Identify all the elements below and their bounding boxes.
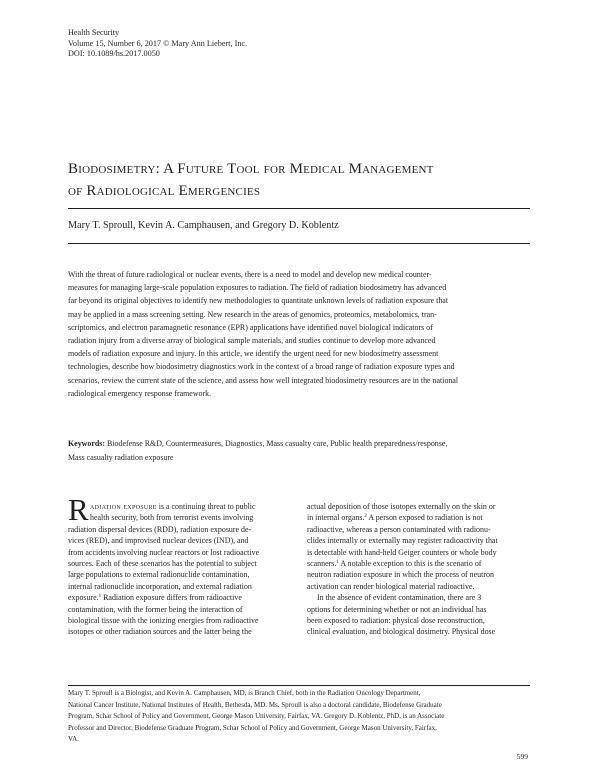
body-line: actual deposition of those isotopes externally on the skin or [307, 502, 496, 511]
body-line: contamination, with the former being the interaction of [68, 604, 243, 614]
citation-superscript: 1 [98, 594, 102, 600]
abstract [68, 268, 530, 400]
body-line: from accidents involving nuclear reactors or lost radioactive [68, 547, 260, 557]
text-span: A person exposed to radiation is not [366, 513, 483, 523]
body-line: internal radionuclide incorporation, and external radiation [68, 581, 252, 591]
text-span: scanners. [307, 559, 337, 569]
body-line [307, 512, 529, 523]
body-line: radiation dispersal devices (RDD), radiation exposure de- [68, 524, 252, 534]
article-title [68, 158, 538, 202]
keywords-label: Keywords: [68, 439, 106, 448]
body-column-right [307, 501, 529, 638]
body-line: activation can render biological material radioactive. [307, 581, 475, 591]
text-span: exposure. [68, 593, 99, 603]
footnote-rule [68, 685, 530, 686]
lead-rest: is a continuing threat to public [156, 502, 256, 511]
title-line: Biodosimetry: A Future Tool for Medical Management [68, 161, 434, 177]
footnote-line: Professor and Director, Biodefense Graduate Program, Schar School of Policy and Government, George Mason University, Fairfax, [68, 723, 437, 732]
author-rule [68, 243, 530, 244]
citation-superscript: 2 [364, 514, 367, 520]
abstract-line: far beyond its original objectives to identify new methodologies to quantitate unknown levels of radiation exposure that [68, 296, 449, 306]
text-span: in internal organs. [307, 513, 365, 523]
abstract-line: With the threat of future radiological or nuclear events, there is a need to model and develop new medical counter- [68, 270, 432, 279]
abstract-line: radiological emergency response framework. [68, 388, 212, 398]
body-line: radioactive, whereas a person contaminated with radionu- [307, 524, 491, 534]
body-line [68, 501, 290, 512]
keywords-line: Mass casualty radiation exposure [68, 452, 174, 462]
abstract-line: scenarios, review the current state of the science, and assess how well integrated biodosimetry resources are in the national [68, 375, 459, 385]
author-footnote [68, 688, 530, 746]
abstract-line: radiation injury from a diverse array of biological sample materials, and studies continue to develop more advanced [68, 336, 436, 346]
body-line [307, 558, 529, 569]
abstract-line: technologies, describe how biodosimetry diagnostics work in the context of a broad range of radiation exposure types and [68, 362, 455, 372]
keywords-text: Biodefense R&D, Countermeasures, Diagnostics, Mass casualty care, Public health preparedness/response, [107, 439, 448, 448]
body-line [307, 592, 529, 603]
body-line: sources. Each of these scenarios has the potential to subject [68, 559, 257, 569]
journal-name: Health Security [68, 28, 120, 37]
body-line: large populations to external radionuclide contamination, [68, 570, 250, 580]
footnote-line: Mary T. Sproull is a Biologist, and Kevin A. Camphausen, MD, is Branch Chief, both in the Radiation Oncology Department, [68, 689, 421, 697]
citation-superscript: 1 [336, 560, 339, 566]
text-span: A notable exception to this is the scenario of [338, 559, 482, 569]
footnote-line: VA. [68, 735, 79, 743]
abstract-line: models of radiation exposure and injury. In this article, we identify the urgent need for new biodosimetry assessment [68, 349, 439, 359]
journal-doi: DOI: 10.1089/hs.2017.0050 [68, 49, 160, 58]
abstract-line: measures for managing large-scale population exposures to radiation. The field of radiation biodosimetry has advanced [68, 283, 447, 293]
lead-smallcaps: adiation exposure [90, 502, 157, 511]
body-line: health security, both from terrorist events involving [90, 513, 254, 523]
body-line [68, 592, 290, 603]
body-line: clides internally or externally may register radioactivity that [307, 536, 498, 546]
body-line: biological tissue with the ionizing energies from radioactive [68, 616, 259, 626]
footnote-line: Program, Schar School of Policy and Government, George Mason University, Fairfax, VA. Gregory D. Koblentz, PhD, is an Associate [68, 712, 445, 720]
body-line: been exposed to radiation: physical dose reconstruction, [307, 616, 485, 626]
abstract-line: may be applied in a mass screening setting. New research in the areas of genomics, proteomics, metabolomics, tran- [68, 309, 437, 319]
body-line: neutron radiation exposure in which the process of neutron [307, 570, 494, 580]
text-span: Radiation exposure differs from radioactive [101, 593, 242, 603]
keywords [68, 437, 530, 464]
body-line: vices (RED), and improvised nuclear devices (IND), and [68, 536, 249, 546]
abstract-line: scriptomics, and electron paramagnetic resonance (EPR) applications have identified novel biological indicators of [68, 322, 433, 332]
title-line: of Radiological Emergencies [68, 183, 261, 199]
text-span: In the absence of evident contamination, there are 3 [317, 593, 482, 603]
body-line: clinical evaluation, and biological dosimetry. Physical dose [307, 627, 496, 637]
title-rule [68, 208, 530, 209]
keywords-line [68, 437, 530, 451]
journal-info [68, 28, 247, 60]
author-list: Mary T. Sproull, Kevin A. Camphausen, and Gregory D. Koblentz [68, 220, 339, 231]
body-column-left [68, 501, 290, 638]
drop-cap: R [68, 492, 89, 527]
footnote-line: National Cancer Institute, National Institutes of Health, Bethesda, MD. Ms. Sproull is also a doctoral candidate, Biodefense Graduate [68, 700, 442, 709]
body-line: isotopes or other radiation sources and the latter being the [68, 627, 252, 637]
journal-volume: Volume 15, Number 6, 2017 © Mary Ann Liebert, Inc. [68, 38, 248, 48]
body-line: options for determining whether or not an individual has [307, 604, 487, 614]
body-line: is detectable with hand-held Geiger counters or whole body [307, 547, 497, 557]
page-number: 599 [516, 752, 528, 761]
